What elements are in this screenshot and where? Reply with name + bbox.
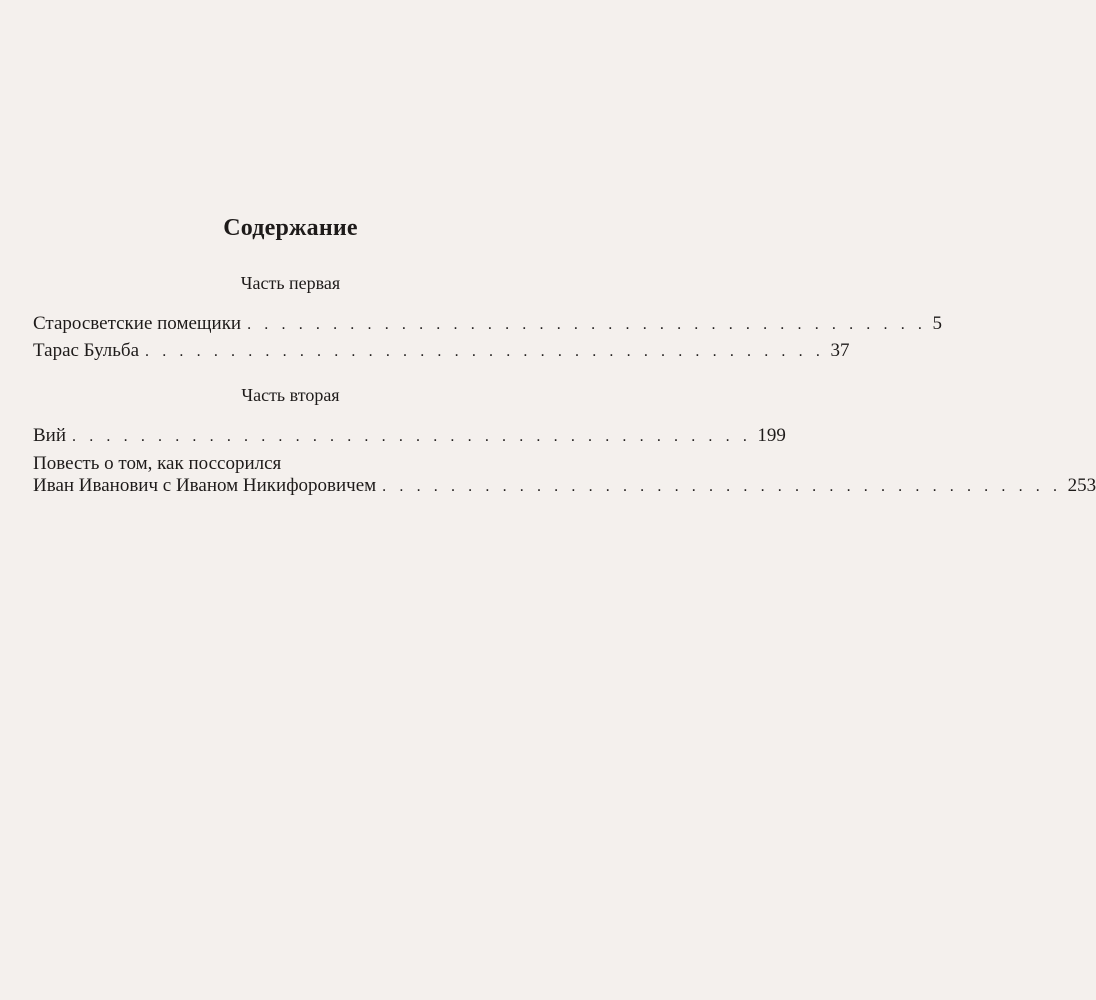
toc-entry-page: 199 xyxy=(757,425,786,446)
part-two-title: Часть вторая xyxy=(241,385,340,405)
contents-heading: Содержание xyxy=(223,215,358,241)
part-one-title: Часть первая xyxy=(240,273,341,293)
dot-leader: . . . . . . . . . . . . . . . . . . . . . . . . . . . . . . . . . . . . . . . . xyxy=(247,316,927,333)
toc-entry-title: Иван Иванович с Иваном Никифоровичем xyxy=(33,475,377,496)
dot-leader: . . . . . . . . . . . . . . . . . . . . . . . . . . . . . . . . . . . . . . . . xyxy=(382,478,1062,495)
toc-entry-title: Вий xyxy=(33,425,67,446)
toc-entry-title: Тарас Бульба xyxy=(33,340,140,361)
toc-entry-page: 37 xyxy=(830,340,850,361)
toc-entry[interactable] xyxy=(33,339,850,364)
toc-entry-title-line1: Повесть о том, как поссорился xyxy=(33,453,282,474)
toc-entry[interactable] xyxy=(33,312,943,337)
dot-leader: . . . . . . . . . . . . . . . . . . . . . . . . . . . . . . . . . . . . . . . . xyxy=(145,343,825,360)
toc-entry[interactable] xyxy=(33,424,786,449)
toc-entry[interactable] xyxy=(33,474,1096,499)
toc-entry-title: Старосветские помещики xyxy=(33,313,242,334)
toc-entry-page: 253 xyxy=(1067,475,1096,496)
toc-entry-page: 5 xyxy=(932,313,943,334)
dot-leader: . . . . . . . . . . . . . . . . . . . . . . . . . . . . . . . . . . . . . . . . xyxy=(72,428,752,445)
